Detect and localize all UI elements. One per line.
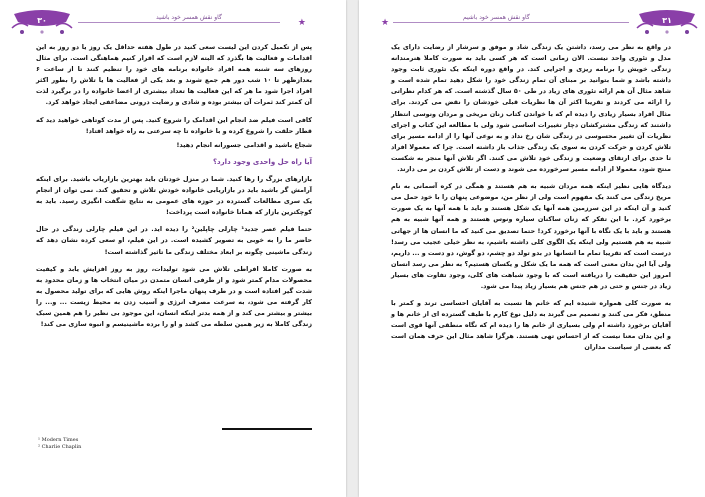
page-number: ۳۰	[37, 16, 47, 25]
star-icon: ★	[297, 18, 306, 28]
running-header: گاو نقش همسر خود باشید	[156, 14, 222, 21]
right-page	[359, 0, 705, 497]
paragraph: دیدگاه هایی نظیر اینکه همه مردان شبیه به هم هستند و همگی در کره آسمانی به نام مریخ زندگی می کنند یک مفهوم است ولی از نظر من، موضوعی پنهان را با خود حمل می کنید و آن اینکه در این سرزمین همه آنها یک شکل هستند و باید با همه آنها به یک صورت برخورد کرد. با این تفکر که زنان ساکنان سیاره ونوس هستند و همه آنها شبیه به هم هستند و باید با یک نگاه با آنها برخورد کرد! حتما تصدیق می کنید که ما انسان ها از جهاتی شبیه به هم هستیم ولی اینکه یک الگوی کلی داشته باشیم، به نظر خیلی عجیب می رسد! درست است که تقریبا تمام ما انسانها در بدو تولد دو چشم، دو گوش، دو دست و ... داریم، ولی آیا این بدان معنی است که همه ما یک شکل و یکسان هستیم؟ به نظر می رسد انسان امروز این حقیقت را دریافته است که با وجود شباهت های کلی، وجود تفاوت های بسیار زیاد در جنس و حتی در هم جنس هم بسیار زیاد پیدا می شود.	[391, 182, 671, 290]
footnote: ² Charlie Chaplin	[38, 444, 82, 450]
paragraph: به صورت کلی همواره شنیده ایم که خانم ها نسبت به آقایان احساسی ترند و کمتر با منطق، فکر می کنند و تصمیم می گیرند به دلیل نوع کارم با طیف گسترده ای از خانم ها و آقایان برخورد داشته ام ولی بسیاری از خانم ها را دیده ام که نگاه منطقی آنها قوی است و این بدان معنا نیست که از احساس تهی هستند. هرگزا شاهد مثال این حرف همان است که بعضی از سیاست مداران	[391, 299, 671, 352]
page-number-ornament	[635, 8, 699, 36]
section-heading: آیا راه حل واحدی وجود دارد؟	[212, 157, 312, 166]
paragraph: حتما فیلم عصر جدید¹ چارلی چاپلین² را دیده اید. در این فیلم چارلی زندگی در حال حاضر ما را به خوبی به تصویر کشیده است. در این فیلم، او سعی کرده نشان دهد که زندگی ماشینی چگونه بر ابعاد مختلف زندگی ما تاثیر گذاشته است!	[36, 225, 313, 256]
right-body-text	[391, 42, 671, 360]
paragraph: شجاع باشید و اقدامی جسورانه انجام دهید!	[176, 140, 312, 149]
left-page	[0, 0, 346, 497]
running-header: گاو نقش همسر خود باشیم	[463, 14, 530, 21]
paragraph: کافی است فیلم ضد انجام این اقدامک را شروع کنید. پس از مدت کوتاهی خواهید دید که قطار حلقت را شروع کرده و با خانواده تا چه سرعتی به راه خواهد افتاد!	[36, 115, 312, 135]
star-icon: ★	[381, 18, 390, 28]
left-body-text	[36, 42, 312, 336]
header-rule	[78, 22, 280, 23]
paragraph: بازارهای بزرگ را رها کنید. شما در منزل خودتان باید بهترین بازاریاب باشید. برای اینکه آرامش گر باشید باید در بازاریابی خانواده خودش تلاش و تحقیق کند. نمی توان از انجام یک سری مطالعات گسترده در حوزه های عمومی به نتایج شگفت انگیزی رسید. باید به کوچکترین بازار که همانا خانواده است پرداخت!	[36, 174, 312, 217]
paragraph: در واقع به نظر می رسد، داشتن یک زندگی شاد و موفق و سرشار از رضایت دارای یک مدل و تئوری واحد نیست. الان زمانی است که هر کسی باید به صورت کاملا هنرمندانه زندگی خویش را برنامه ریزی و اجرایی کند. در واقع دوره اینکه یک تئوری ثابت وجود داشته باشد و شما بتوانید بر مبنای آن تمام زندگی خود را شکل دهید تمام شده است و شاهد مثال آن هم ارائه تئوری های زیاد در طی ۵۰ سال گذشته است. که هر کدام نظراتی را ارائه می کردند و تقریبا اکثر آن ها نظریات قبلی خودشان را نقض می کردند. برای مثال افراد بسیار زیادی را دیده ام که با خواندن کتاب زنان مریخی و مردان ونوسی انتظار داشتند که زندگی مشترکشان دچار تغییرات اساسی شود ولی با مطالعه این کتاب و اجرای نظریات آن تغییر محسوسی در زندگی شان رخ نداد و به نوعی آنها را از ادامه مسیر برای تلاش کردن و حرکت کردن به سوی یک زندگی جذاب باز داشته است. چرا که معمولا افراد تا حدی برای ارتقای وضعیت و زندگی خود تلاش می کنند. اگر تلاش آنها منجر به شکست منتج شود، معمولا از ادامه مسیر سرخورده می شوند و دست از تلاش کردن بر می دارند.	[391, 43, 671, 174]
paragraph: به صورت کاملا افراطی تلاش می شود تولیدات، روز به روز افزایش یابد و کیفیت محصولات مدام کمتر شود و از طرفی انسان متمدن در میان انتخاب ها و زمان محدود به شدت گیر افتاده است و در طرف پنهان ماجرا اینکه روش هایی که برای تولید محصول به کار گرفته می شود، به سرعت مصرف انرژی و آسیب زدن به محیط زیست ... و... را بیشتر و بیشتر می کند و از همه بدتر اینکه انسان، این موجود بی نظیر را هم همین سبک زندگی کاملا به زیر همین سلطه می کشد و او را برده ماشینیسم و انبوه سازی می کند!	[36, 264, 312, 329]
footnote: ¹ Modern Times	[38, 437, 79, 443]
page-header	[0, 6, 346, 36]
page-number-ornament	[10, 8, 74, 36]
header-rule	[393, 22, 629, 23]
page-header	[359, 6, 705, 36]
paragraph: پس از تکمیل کردن این لیست سعی کنید در طول هفته حداقل یک روز یا دو روز به این اقدامات و فعالیت ها بگذرد که البته لازم است که اقرار کنیم هماهنگی است. برای مثال روزهای سه شنبه همه افراد خانواده برنامه های خود را تنظیم کنند تا از ساعت ۶ بعدازظهر تا ۱۰ شب دور هم جمع شوند و بعد یکی از فعالیت ها یا تلاش را بطور اکثر افراد اجرا شود ما هر که این فعالیت ها تعداد بیشتری از اعضا خانواده را در برگیرد لذت آن کمتر کند ثمرات آن بیشتر بوده و شادی و رضایت درونی مضاعفی ایجاد خواهد کرد.	[36, 43, 312, 107]
footnotes	[38, 437, 81, 451]
page-number: ۳۱	[662, 16, 672, 25]
footnote-separator	[222, 428, 312, 430]
